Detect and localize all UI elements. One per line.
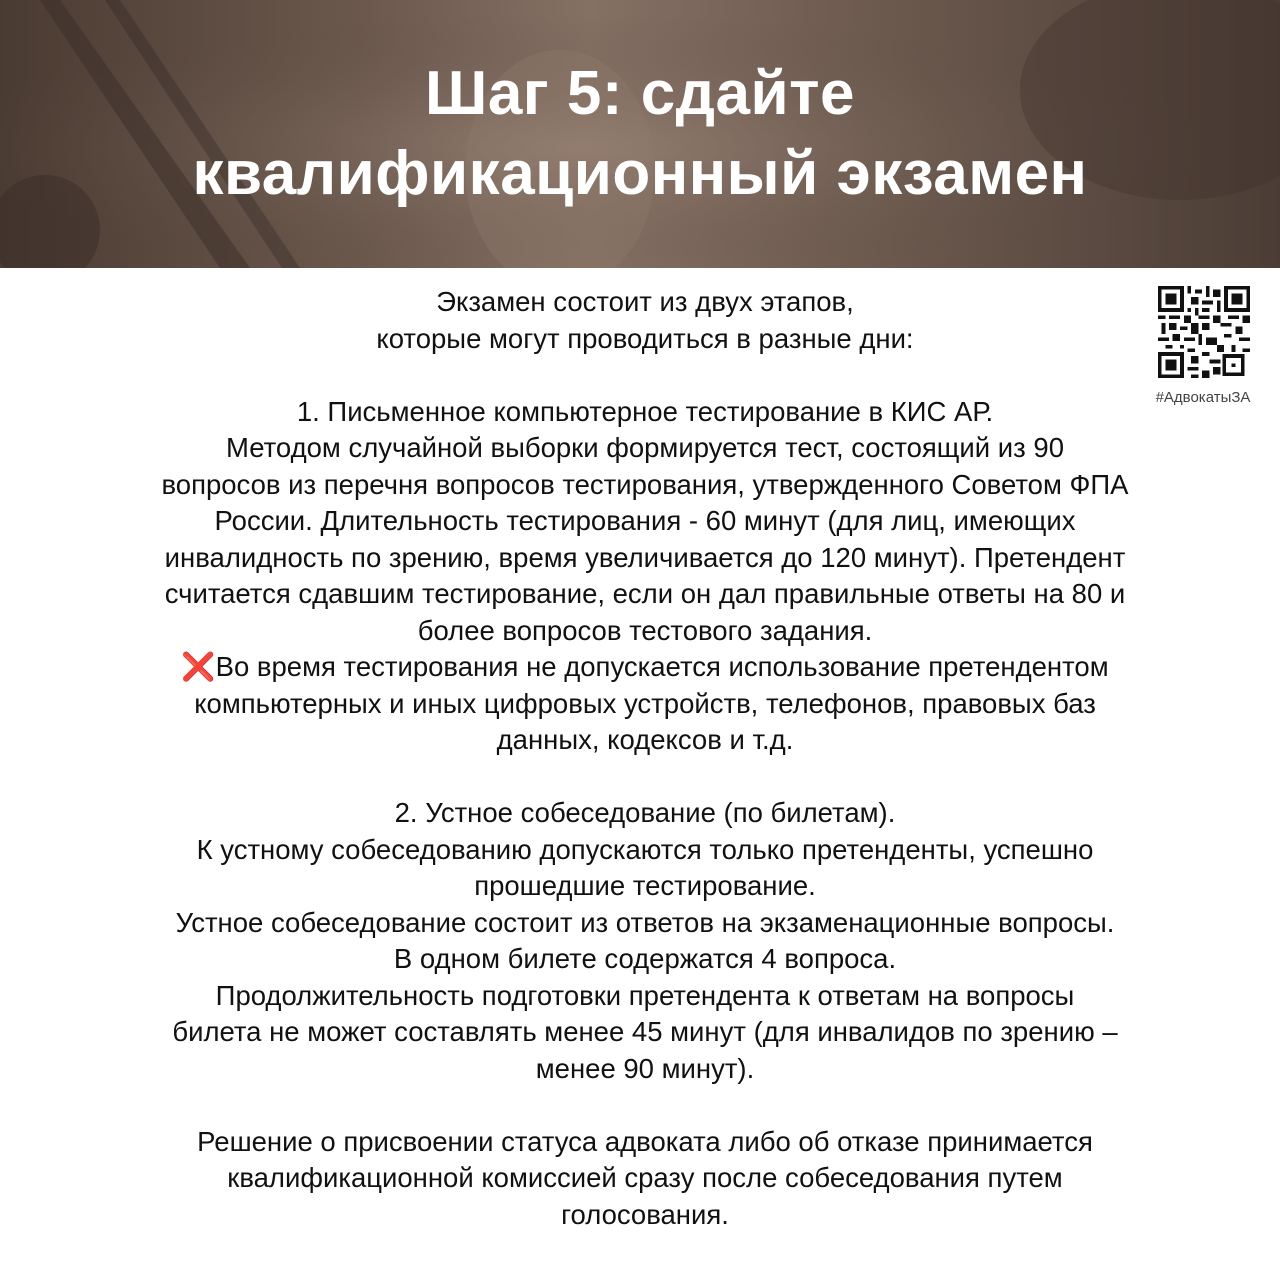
stage2-line: менее 90 минут). [535, 1052, 755, 1084]
warning-line: данных, кодексов и т.д. [496, 724, 794, 755]
stage2-line: Устное собеседование состоит из ответов на экзаменационные вопросы. [175, 906, 1115, 938]
decision-line: квалификационной комиссией сразу после собеседования путем [227, 1162, 1063, 1193]
stage1-line: России. Длительность тестирования - 60 минут (для лиц, имеющих [214, 505, 1076, 536]
warning-line: компьютерных и иных цифровых устройств, телефонов, правовых баз [194, 687, 1096, 719]
stage2-line: 2. Устное собеседование (по билетам). [394, 797, 896, 828]
stage2-line: В одном билете содержатся 4 вопроса. [393, 943, 897, 974]
stage2-line: прошедшие тестирование. [474, 870, 816, 901]
cross-mark-icon: ❌ [181, 651, 216, 682]
stage2-line: Продолжительность подготовки претендента к ответам на вопросы [215, 979, 1075, 1011]
stage1-line: 1. Письменное компьютерное тестирование в КИС АР. [296, 395, 994, 427]
spacer [40, 759, 1250, 796]
title-line-1: Шаг 5: сдайте [425, 59, 855, 128]
spacer [40, 357, 1250, 394]
stage1-line: вопросов из перечня вопросов тестирования, утвержденного Советом ФПА [161, 468, 1129, 500]
title-line-2: квалификационный экзамен [192, 139, 1088, 208]
stage1-line: более вопросов тестового задания. [417, 614, 873, 646]
page-title [0, 54, 1280, 214]
intro-line: Экзамен состоит из двух этапов, [436, 286, 854, 317]
stage2-line: К устному собеседованию допускаются только претенденты, успешно [196, 833, 1094, 865]
decision-line: Решение о присвоении статуса адвоката либо об отказе принимается [197, 1125, 1093, 1157]
stage1-line: считается сдавшим тестирование, если он дал правильные ответы на 80 и [164, 578, 1126, 609]
stage1-line: Методом случайной выборки формируется тест, состоящий из 90 [226, 432, 1064, 463]
warning-line [40, 649, 1250, 686]
warning-text: Во время тестирования не допускается использование претендентом [215, 651, 1109, 682]
spacer [40, 1087, 1250, 1124]
decision-line: голосования. [561, 1198, 729, 1230]
hashtag-label: #АдвокатыЗА [1155, 389, 1251, 406]
stage1-line: инвалидность по зрению, время увеличивается до 120 минут). Претендент [164, 541, 1126, 573]
stage2-line: билета не может составлять менее 45 минут (для инвалидов по зрению – [172, 1016, 1118, 1047]
header-banner [0, 0, 1280, 268]
intro-line: которые могут проводиться в разные дни: [376, 322, 914, 354]
exam-description [40, 284, 1250, 1233]
